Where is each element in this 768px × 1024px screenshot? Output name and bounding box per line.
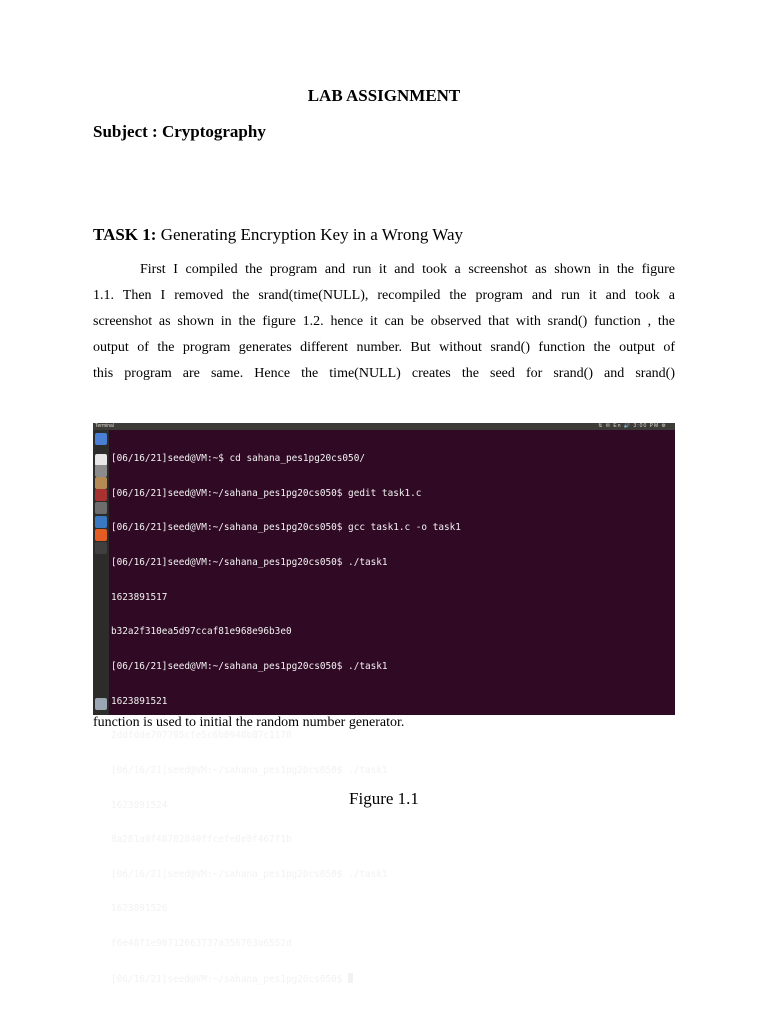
terminal-line: [06/16/21]seed@VM:~$ cd sahana_pes1pg20cs050/ [111,453,365,465]
wireshark-icon[interactable] [95,516,107,528]
paragraph-line: screenshot as shown in the figure 1.2. hence it can be observed that with srand() function , the [93,314,675,329]
terminal-line: [06/16/21]seed@VM:~/sahana_pes1pg20cs050$ ./task1 [111,557,388,569]
firefox-icon[interactable] [95,529,107,541]
launcher-bar [93,430,109,715]
task-title: Generating Encryption Key in a Wrong Way [160,225,463,244]
terminal-line: 1623891526 [111,903,168,915]
terminal-line: 8a281a9f48782840ffcefe0e8f467f1b [111,834,292,846]
system-tray: ⇅ ✉ En 🔊 3:00 PM ⚙ [598,423,667,429]
paragraph-line: First I compiled the program and run it and took a screenshot as shown in the figure [140,262,675,277]
terminal-line: [06/16/21]seed@VM:~/sahana_pes1pg20cs050$ gedit task1.c [111,487,422,499]
paragraph-line: this program are same. Hence the time(NULL) creates the seed for srand() and srand() [93,366,675,381]
figure-caption: Figure 1.1 [349,789,419,808]
terminal-cursor [348,973,353,983]
files-icon[interactable] [95,465,107,477]
terminal-line: f6e48f1e90712663737a356763a6552d [111,938,292,950]
paragraph-line: output of the program generates different number. But without srand() function the output of [93,340,675,355]
subject-heading: Subject : Cryptography [93,122,266,141]
task-label: TASK 1: [93,225,157,244]
terminal-line: b32a2f310ea5d97ccaf81e968e96b3e0 [111,626,292,638]
paragraph-line: 1.1. Then I removed the srand(time(NULL), recompiled the program and run it and took a [93,288,675,303]
terminal-line: 1623891524 [111,799,168,811]
terminal-line: [06/16/21]seed@VM:~/sahana_pes1pg20cs050$ ./task1 [111,868,388,880]
terminal-prompt-line[interactable] [111,973,461,986]
terminal-line: 2ddfdde707795cfe5c6b0948b87c1178 [111,730,292,742]
ubuntu-dash-icon[interactable] [95,433,107,445]
terminal-app-icon[interactable] [95,489,107,501]
trash-icon[interactable] [95,698,107,710]
image-viewer-icon[interactable] [95,477,107,489]
paragraph-continuation: function is used to initial the random number generator. [93,715,405,730]
terminal-line: [06/16/21]seed@VM:~/sahana_pes1pg20cs050$ ./task1 [111,660,388,672]
task-heading [93,225,463,245]
terminal-top-bar [93,423,675,430]
terminal-line: [06/16/21]seed@VM:~/sahana_pes1pg20cs050$ gcc task1.c -o task1 [111,522,461,534]
document-title: LAB ASSIGNMENT [307,86,461,105]
terminal-icon[interactable] [95,542,107,554]
terminal-window-title: Terminal [95,423,114,429]
terminal-line: 1623891517 [111,591,168,603]
terminal-prompt: [06/16/21]seed@VM:~/sahana_pes1pg20cs050$ [111,973,349,985]
system-settings-icon[interactable] [95,502,107,514]
terminal-line: [06/16/21]seed@VM:~/sahana_pes1pg20cs050$ ./task1 [111,764,388,776]
terminal-line: 1623891521 [111,695,168,707]
